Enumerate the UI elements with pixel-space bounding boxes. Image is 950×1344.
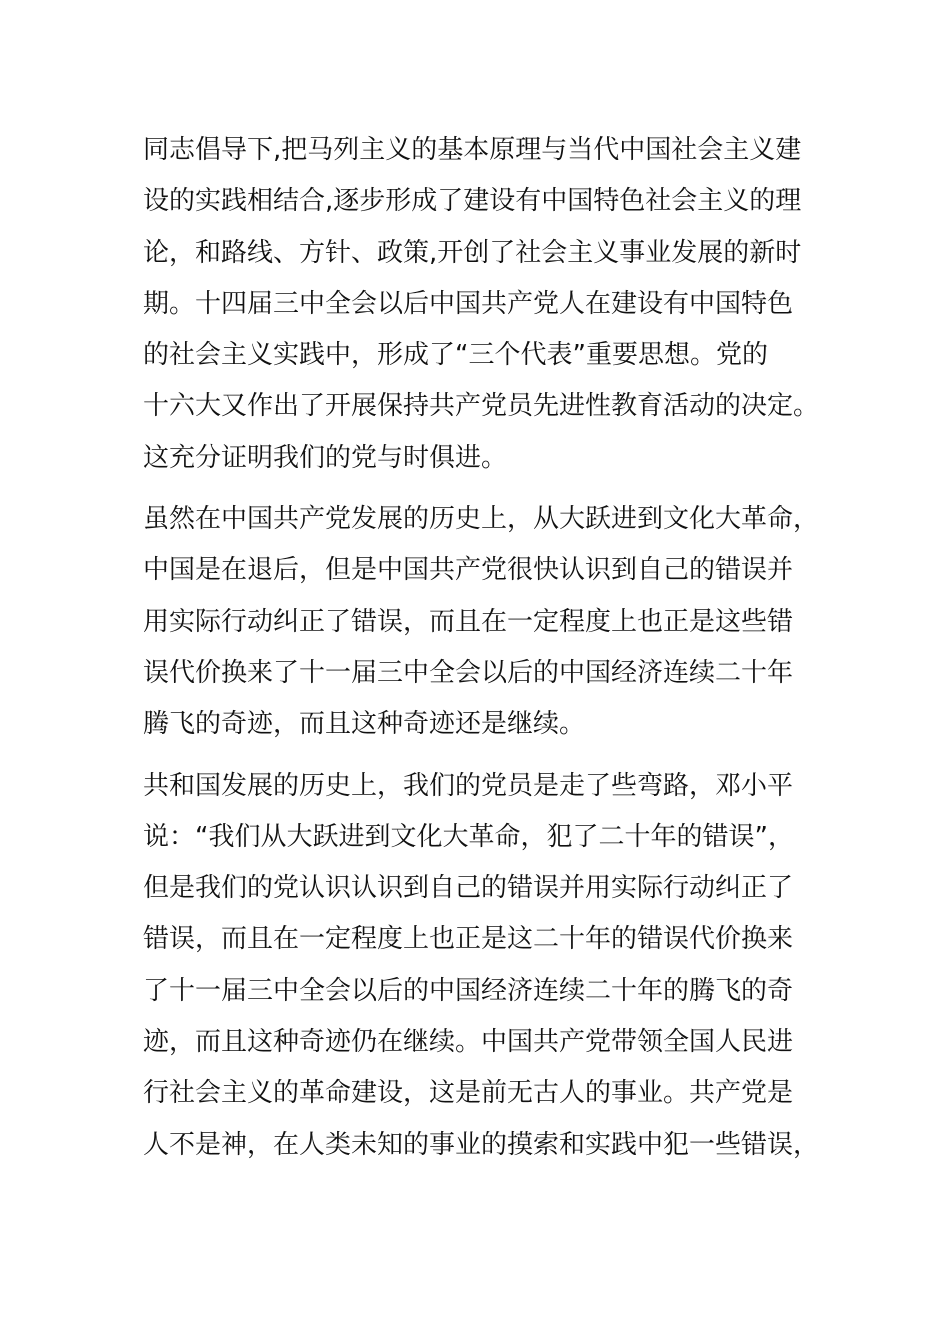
text-line: 虽然在中国共产党发展的历史上，从大跃进到文化大革命，: [143, 504, 820, 535]
text-line: 期。十四届三中全会以后中国共产党人在建设有中国特色: [143, 288, 794, 319]
text-line: 的社会主义实践中，形成了“三个代表”重要思想。党的: [143, 340, 768, 371]
paragraph-2: [143, 494, 820, 750]
text-line: 论，和路线、方针、政策,开创了社会主义事业发展的新时: [143, 237, 802, 268]
text-line: 中国是在退后，但是中国共产党很快认识到自己的错误并: [143, 555, 794, 586]
paragraph-1: [143, 125, 820, 484]
text-line: 用实际行动纠正了错误，而且在一定程度上也正是这些错: [143, 606, 794, 637]
text-line: 错误，而且在一定程度上也正是这二十年的错误代价换来: [143, 924, 794, 955]
text-line: 设的实践相结合,逐步形成了建设有中国特色社会主义的理: [143, 186, 802, 217]
text-line: 说：“我们从大跃进到文化大革命，犯了二十年的错误”，: [143, 821, 794, 852]
text-line: 腾飞的奇迹，而且这种奇迹还是继续。: [143, 709, 586, 740]
text-line: 了十一届三中全会以后的中国经济连续二十年的腾飞的奇: [143, 975, 794, 1006]
text-line: 人不是神，在人类未知的事业的摸索和实践中犯一些错误，: [143, 1129, 820, 1160]
text-line: 迹，而且这种奇迹仍在继续。中国共产党带领全国人民进: [143, 1027, 794, 1058]
document-body: [143, 125, 820, 1181]
text-line: 但是我们的党认识认识到自己的错误并用实际行动纠正了: [143, 873, 794, 904]
text-line: 误代价换来了十一届三中全会以后的中国经济连续二十年: [143, 657, 794, 688]
paragraph-3: [143, 761, 820, 1171]
text-line: 行社会主义的革命建设，这是前无古人的事业。共产党是: [143, 1078, 794, 1109]
text-line: 这充分证明我们的党与时俱进。: [143, 442, 508, 473]
text-line: 十六大又作出了开展保持共产党员先进性教育活动的决定。: [143, 391, 820, 422]
text-line: 同志倡导下,把马列主义的基本原理与当代中国社会主义建: [143, 135, 802, 165]
text-line: 共和国发展的历史上，我们的党员是走了些弯路，邓小平: [143, 770, 794, 801]
